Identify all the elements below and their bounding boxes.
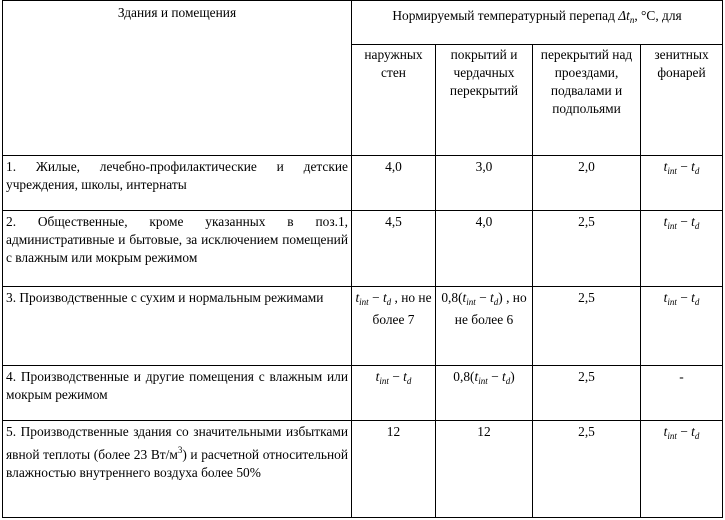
cell-roofs: $0,8(t_{int} - t_d)$: [436, 366, 533, 421]
cell-roofs: 3,0: [436, 156, 533, 211]
table-row: [3, 211, 723, 287]
row-name: 4. Производственные и другие помещения с влажным или мокрым режимом: [3, 366, 352, 421]
subheader-skylights: зенитных фонарей: [641, 45, 723, 156]
norms-table: [2, 0, 723, 518]
cell-roofs: $0,8(t_{int} - t_d)$ , но не более 6: [436, 287, 533, 366]
subheader-roofs: покрытий и чердачных перекрытий: [436, 45, 533, 156]
cell-floors: 2,5: [533, 366, 641, 421]
cell-floors: 2,5: [533, 287, 641, 366]
cell-skylights: $t_{int} - t_d$: [641, 156, 723, 211]
header-norm: [352, 1, 723, 45]
row-name: 3. Производственные с сухим и нормальным режимами: [3, 287, 352, 366]
cell-floors: 2,5: [533, 421, 641, 518]
cell-skylights: $t_{int} - t_d$: [641, 211, 723, 287]
cell-skylights: $t_{int} - t_d$: [641, 287, 723, 366]
header-norm-prefix: Нормируемый температурный перепад: [392, 8, 615, 23]
cell-walls: $t_{int} - t_d$ , но не более 7: [352, 287, 436, 366]
header-norm-symbol: $\Delta t_n$: [618, 8, 635, 25]
table-row: [3, 421, 723, 518]
subheader-floors: перекрытий над проездами, подвалами и подпольями: [533, 45, 641, 156]
cell-walls: 4,5: [352, 211, 436, 287]
cell-skylights: $t_{int} - t_d$: [641, 421, 723, 518]
cell-walls: $t_{int} - t_d$: [352, 366, 436, 421]
header-row-1: [3, 1, 723, 45]
row-name: 5. Производственные здания со значительными избытками явной теплоты (более 23 $Вт/м^3$) и расчетной относительной влажностью внутреннего воздуха более 50%: [3, 421, 352, 518]
cell-walls: 4,0: [352, 156, 436, 211]
cell-skylights: -: [641, 366, 723, 421]
cell-roofs: 4,0: [436, 211, 533, 287]
row-name: 1. Жилые, лечебно-профилактические и детские учреждения, школы, интернаты: [3, 156, 352, 211]
row-name: 2. Общественные, кроме указанных в поз.1, административные и бытовые, за исключением помещений с влажным или мокрым режимом: [3, 211, 352, 287]
subheader-walls: наружных стен: [352, 45, 436, 156]
table-row: [3, 366, 723, 421]
table-row: [3, 287, 723, 366]
header-buildings: Здания и помещения: [3, 1, 352, 156]
header-norm-suffix: , °С, для: [634, 8, 682, 23]
cell-roofs: 12: [436, 421, 533, 518]
cell-walls: 12: [352, 421, 436, 518]
table-row: [3, 156, 723, 211]
cell-floors: 2,0: [533, 156, 641, 211]
cell-floors: 2,5: [533, 211, 641, 287]
